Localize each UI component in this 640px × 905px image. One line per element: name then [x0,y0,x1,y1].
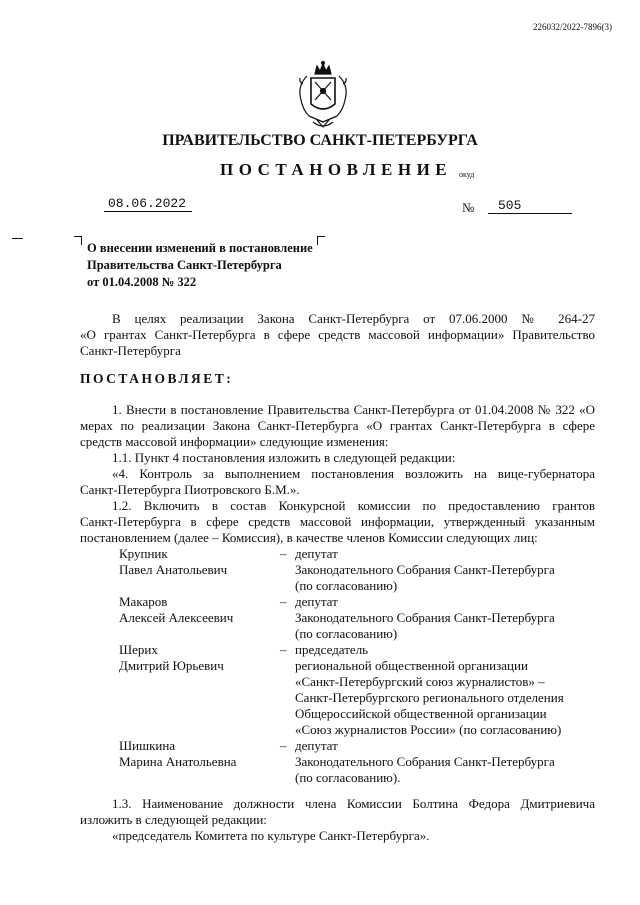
member-position-line: «Санкт-Петербургский союз журналистов» – [295,674,545,689]
member-dash: – [280,594,287,609]
resolves-heading: ПОСТАНОВЛЯЕТ: [80,371,234,386]
subject-line: от 01.04.2008 № 322 [87,275,197,289]
member-surname: Шишкина [119,738,176,753]
member-position-line: Общероссийской общественной организации [295,706,547,721]
member-given-name: Павел Анатольевич [119,562,228,577]
member-position-line: председатель [295,642,369,657]
member-surname: Макаров [119,594,168,609]
clause-1-text: 1. Внести в постановление Правительства Санкт-Петербурга от 01.04.2008 № 322 «О мерах по реализации Закона Санкт-Петербурга «О грантах Санкт-Петербурга в сфере средств массовой информации» следующие изменения: [80,402,595,449]
okud-label: окуд [459,170,475,179]
subject-line: Правительства Санкт-Петербурга [87,258,282,272]
clause-1-1-quote-line: «4. Контроль за выполнением постановления возложить на вице-губернатора [112,466,595,481]
member-position-line: Законодательного Собрания Санкт-Петербурга [295,754,555,769]
decree-subject [87,240,313,291]
coat-of-arms-emblem [295,60,351,132]
member-position-line: депутат [295,546,338,561]
member-dash: – [280,738,287,753]
subject-bracket-left [74,236,82,245]
member-given-name: Марина Анатольевна [119,754,237,769]
member-position-line: Законодательного Собрания Санкт-Петербурга [295,610,555,625]
member-surname: Шерих [119,642,158,657]
member-surname: Крупник [119,546,168,561]
margin-dash-mark [12,238,23,239]
member-position-line: (по согласованию). [295,770,401,785]
member-position-line: депутат [295,738,338,753]
preamble-line: В целях реализации Закона Санкт-Петербурга от 07.06.2000 № 264-27 [112,311,595,326]
clause-1-1-quote-line: Санкт-Петербурга Пиотровского Б.М.». [80,482,300,497]
member-given-name: Дмитрий Юрьевич [119,658,224,673]
member-position-line: «Союз журналистов России» (по согласованию) [295,722,562,737]
clause-1 [80,402,595,450]
clause-1-2-line: 1.2. Включить в состав Конкурсной комиссии по предоставлению грантов [112,498,595,513]
member-position-line: Законодательного Собрания Санкт-Петербурга [295,562,555,577]
member-position-line: депутат [295,594,338,609]
member-given-name: Алексей Алексеевич [119,610,234,625]
decree-title: ПОСТАНОВЛЕНИЕ [220,160,453,179]
decree-number: 505 [488,198,572,214]
decree-number-label: № [462,200,475,215]
member-position-line: (по согласованию) [295,626,398,641]
clause-1-3-line: изложить в следующей редакции: [80,812,267,827]
clause-1-3-quote: «председатель Комитета по культуре Санкт-Петербурга». [112,828,430,843]
member-dash: – [280,546,287,561]
subject-bracket-right [317,236,325,245]
government-name-heading: ПРАВИТЕЛЬСТВО САНКТ-ПЕТЕРБУРГА [162,132,478,149]
subject-line: О внесении изменений в постановление [87,241,313,255]
member-dash: – [280,642,287,657]
member-position-line: региональной общественной организации [295,658,528,673]
clause-1-1: 1.1. Пункт 4 постановления изложить в следующей редакции: [112,450,456,465]
preamble-text: «О грантах Санкт-Петербурга в сфере средств массовой информации» Правительство Санкт-Петербурга [80,327,595,358]
clause-1-3-line: 1.3. Наименование должности члена Комиссии Болтина Федора Дмитриевича [112,796,595,811]
clause-1-2-text: Санкт-Петербурга в сфере средств массовой информации, утвержденный указанным постановлением (далее – Комиссия), в качестве членов Комиссии следующих лиц: [80,514,595,545]
decree-date: 08.06.2022 [104,196,192,212]
document-registration-number: 226032/2022-7896(3) [533,22,612,32]
member-position-line: (по согласованию) [295,578,398,593]
member-position-line: Санкт-Петербургского регионального отделения [295,690,564,705]
preamble [80,311,595,359]
